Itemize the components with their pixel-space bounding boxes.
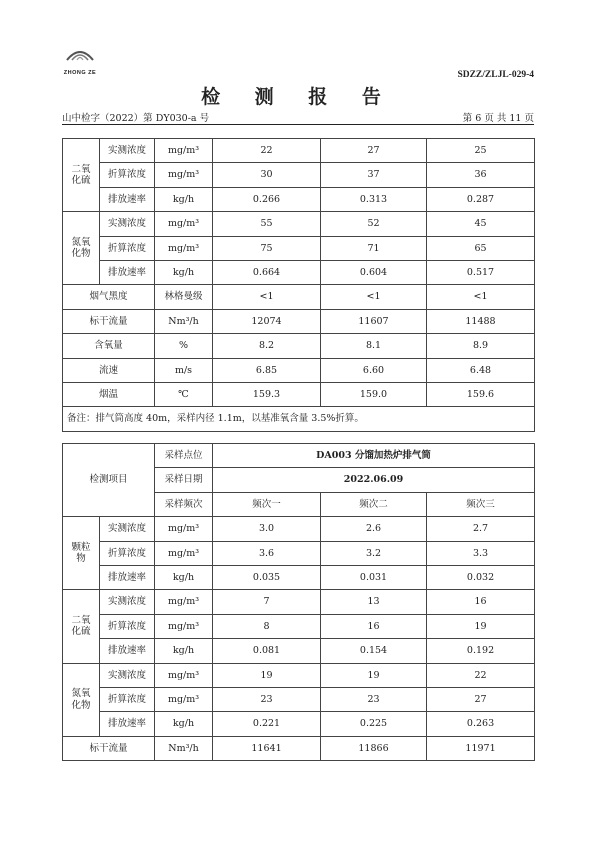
table-row [63, 736, 535, 760]
value-cell: 11607 [321, 309, 427, 333]
value-cell: 11971 [427, 736, 535, 760]
value-cell: <1 [427, 285, 535, 309]
value-cell: 3.3 [427, 541, 535, 565]
value-cell: 2.6 [321, 517, 427, 541]
unit-cell: mg/m³ [155, 590, 213, 614]
sub-item: 排放速率 [100, 187, 155, 211]
value-cell: 0.031 [321, 565, 427, 589]
unit-cell: ℃ [155, 382, 213, 406]
unit-cell: kg/h [155, 260, 213, 284]
detection-item-header: 检测项目 [63, 444, 155, 517]
sub-item: 实测浓度 [100, 212, 155, 236]
parameter-name: 含氧量 [63, 334, 155, 358]
value-cell: 0.313 [321, 187, 427, 211]
table-row [63, 565, 535, 589]
value-cell: 27 [321, 139, 427, 163]
frequency-2: 频次二 [321, 492, 427, 516]
value-cell: 2.7 [427, 517, 535, 541]
value-cell: 8.1 [321, 334, 427, 358]
sub-item: 排放速率 [100, 260, 155, 284]
sub-item: 折算浓度 [100, 541, 155, 565]
document-code: SDZZ/ZLJL-029-4 [457, 70, 534, 80]
value-cell: 23 [321, 687, 427, 711]
table-row [63, 139, 535, 163]
report-number: 山中检字（2022）第 DY030-a 号 [62, 113, 210, 124]
parameter-name: 标干流量 [63, 309, 155, 333]
value-cell: 3.2 [321, 541, 427, 565]
value-cell: 12074 [213, 309, 321, 333]
value-cell: 6.60 [321, 358, 427, 382]
sub-item: 折算浓度 [100, 163, 155, 187]
value-cell: 55 [213, 212, 321, 236]
unit-cell: mg/m³ [155, 517, 213, 541]
value-cell: 8 [213, 614, 321, 638]
unit-cell: kg/h [155, 565, 213, 589]
value-cell: 19 [321, 663, 427, 687]
table-row [63, 187, 535, 211]
value-cell: 0.035 [213, 565, 321, 589]
parameter-group-name: 氮氧 化物 [63, 663, 100, 736]
value-cell: 19 [427, 614, 535, 638]
unit-cell: mg/m³ [155, 614, 213, 638]
value-cell: 11641 [213, 736, 321, 760]
unit-cell: kg/h [155, 639, 213, 663]
table-row [63, 309, 535, 333]
unit-cell: Nm³/h [155, 309, 213, 333]
table-row [63, 382, 535, 406]
value-cell: 7 [213, 590, 321, 614]
value-cell: 25 [427, 139, 535, 163]
value-cell: 13 [321, 590, 427, 614]
value-cell: 3.6 [213, 541, 321, 565]
value-cell: 159.6 [427, 382, 535, 406]
value-cell: 0.032 [427, 565, 535, 589]
company-logo [58, 42, 102, 76]
frequency-1: 频次一 [213, 492, 321, 516]
sub-item: 排放速率 [100, 712, 155, 736]
table-row [63, 517, 535, 541]
unit-cell: kg/h [155, 187, 213, 211]
value-cell: <1 [321, 285, 427, 309]
table-row [63, 663, 535, 687]
parameter-name: 流速 [63, 358, 155, 382]
unit-cell: mg/m³ [155, 236, 213, 260]
parameter-group-name: 氮氧 化物 [63, 212, 100, 285]
value-cell: 27 [427, 687, 535, 711]
value-cell: 11488 [427, 309, 535, 333]
unit-cell: % [155, 334, 213, 358]
value-cell: 36 [427, 163, 535, 187]
results-table-da003 [62, 443, 535, 761]
sub-item: 排放速率 [100, 565, 155, 589]
sub-item: 实测浓度 [100, 590, 155, 614]
table-row [63, 334, 535, 358]
logo-text: ZHONG ZE [63, 70, 97, 76]
sampling-point-label: 采样点位 [155, 444, 213, 468]
value-cell: 6.48 [427, 358, 535, 382]
value-cell: 16 [321, 614, 427, 638]
table-row [63, 163, 535, 187]
table-row [63, 358, 535, 382]
table-row [63, 590, 535, 614]
value-cell: 0.266 [213, 187, 321, 211]
sub-item: 实测浓度 [100, 517, 155, 541]
unit-cell: mg/m³ [155, 687, 213, 711]
sampling-date-label: 采样日期 [155, 468, 213, 492]
value-cell: <1 [213, 285, 321, 309]
parameter-name: 烟气黑度 [63, 285, 155, 309]
unit-cell: Nm³/h [155, 736, 213, 760]
unit-cell: kg/h [155, 712, 213, 736]
unit-cell: mg/m³ [155, 663, 213, 687]
table-row [63, 712, 535, 736]
value-cell: 22 [213, 139, 321, 163]
page-info: 第 6 页 共 11 页 [462, 113, 534, 124]
value-cell: 71 [321, 236, 427, 260]
sampling-frequency-label: 采样频次 [155, 492, 213, 516]
unit-cell: mg/m³ [155, 541, 213, 565]
table-row [63, 639, 535, 663]
table-row [63, 407, 535, 431]
table-row [63, 687, 535, 711]
sampling-date-value: 2022.06.09 [213, 468, 535, 492]
sub-item: 实测浓度 [100, 663, 155, 687]
value-cell: 37 [321, 163, 427, 187]
header-rule [62, 124, 534, 125]
sub-item: 排放速率 [100, 639, 155, 663]
zhongze-logo-icon [63, 42, 97, 64]
unit-cell: 林格曼级 [155, 285, 213, 309]
sub-item: 折算浓度 [100, 614, 155, 638]
value-cell: 0.192 [427, 639, 535, 663]
parameter-group-name: 二氧 化硫 [63, 590, 100, 663]
value-cell: 16 [427, 590, 535, 614]
value-cell: 22 [427, 663, 535, 687]
unit-cell: mg/m³ [155, 139, 213, 163]
table-row [63, 444, 535, 468]
value-cell: 3.0 [213, 517, 321, 541]
unit-cell: m/s [155, 358, 213, 382]
sub-item: 实测浓度 [100, 139, 155, 163]
table-note: 备注：排气筒高度 40m，采样内径 1.1m，以基准氧含量 3.5%折算。 [63, 407, 535, 431]
page-title: 检 测 报 告 [201, 86, 395, 108]
value-cell: 6.85 [213, 358, 321, 382]
value-cell: 45 [427, 212, 535, 236]
value-cell: 65 [427, 236, 535, 260]
table-row [63, 541, 535, 565]
table-row [63, 236, 535, 260]
table-row [63, 212, 535, 236]
value-cell: 0.664 [213, 260, 321, 284]
sampling-point-value: DA003 分馏加热炉排气筒 [213, 444, 535, 468]
value-cell: 30 [213, 163, 321, 187]
value-cell: 0.287 [427, 187, 535, 211]
value-cell: 0.517 [427, 260, 535, 284]
value-cell: 75 [213, 236, 321, 260]
sub-item: 折算浓度 [100, 687, 155, 711]
value-cell: 0.081 [213, 639, 321, 663]
value-cell: 8.2 [213, 334, 321, 358]
table-row [63, 285, 535, 309]
parameter-group-name: 二氧 化硫 [63, 139, 100, 212]
value-cell: 159.3 [213, 382, 321, 406]
value-cell: 23 [213, 687, 321, 711]
value-cell: 19 [213, 663, 321, 687]
unit-cell: mg/m³ [155, 212, 213, 236]
results-table-continued [62, 138, 535, 432]
value-cell: 8.9 [427, 334, 535, 358]
value-cell: 11866 [321, 736, 427, 760]
parameter-name: 标干流量 [63, 736, 155, 760]
value-cell: 52 [321, 212, 427, 236]
value-cell: 0.154 [321, 639, 427, 663]
value-cell: 0.604 [321, 260, 427, 284]
sub-item: 折算浓度 [100, 236, 155, 260]
value-cell: 0.225 [321, 712, 427, 736]
value-cell: 159.0 [321, 382, 427, 406]
frequency-3: 频次三 [427, 492, 535, 516]
value-cell: 0.263 [427, 712, 535, 736]
table-row [63, 614, 535, 638]
parameter-name: 烟温 [63, 382, 155, 406]
parameter-group-name: 颗粒 物 [63, 517, 100, 590]
value-cell: 0.221 [213, 712, 321, 736]
table-row [63, 260, 535, 284]
unit-cell: mg/m³ [155, 163, 213, 187]
